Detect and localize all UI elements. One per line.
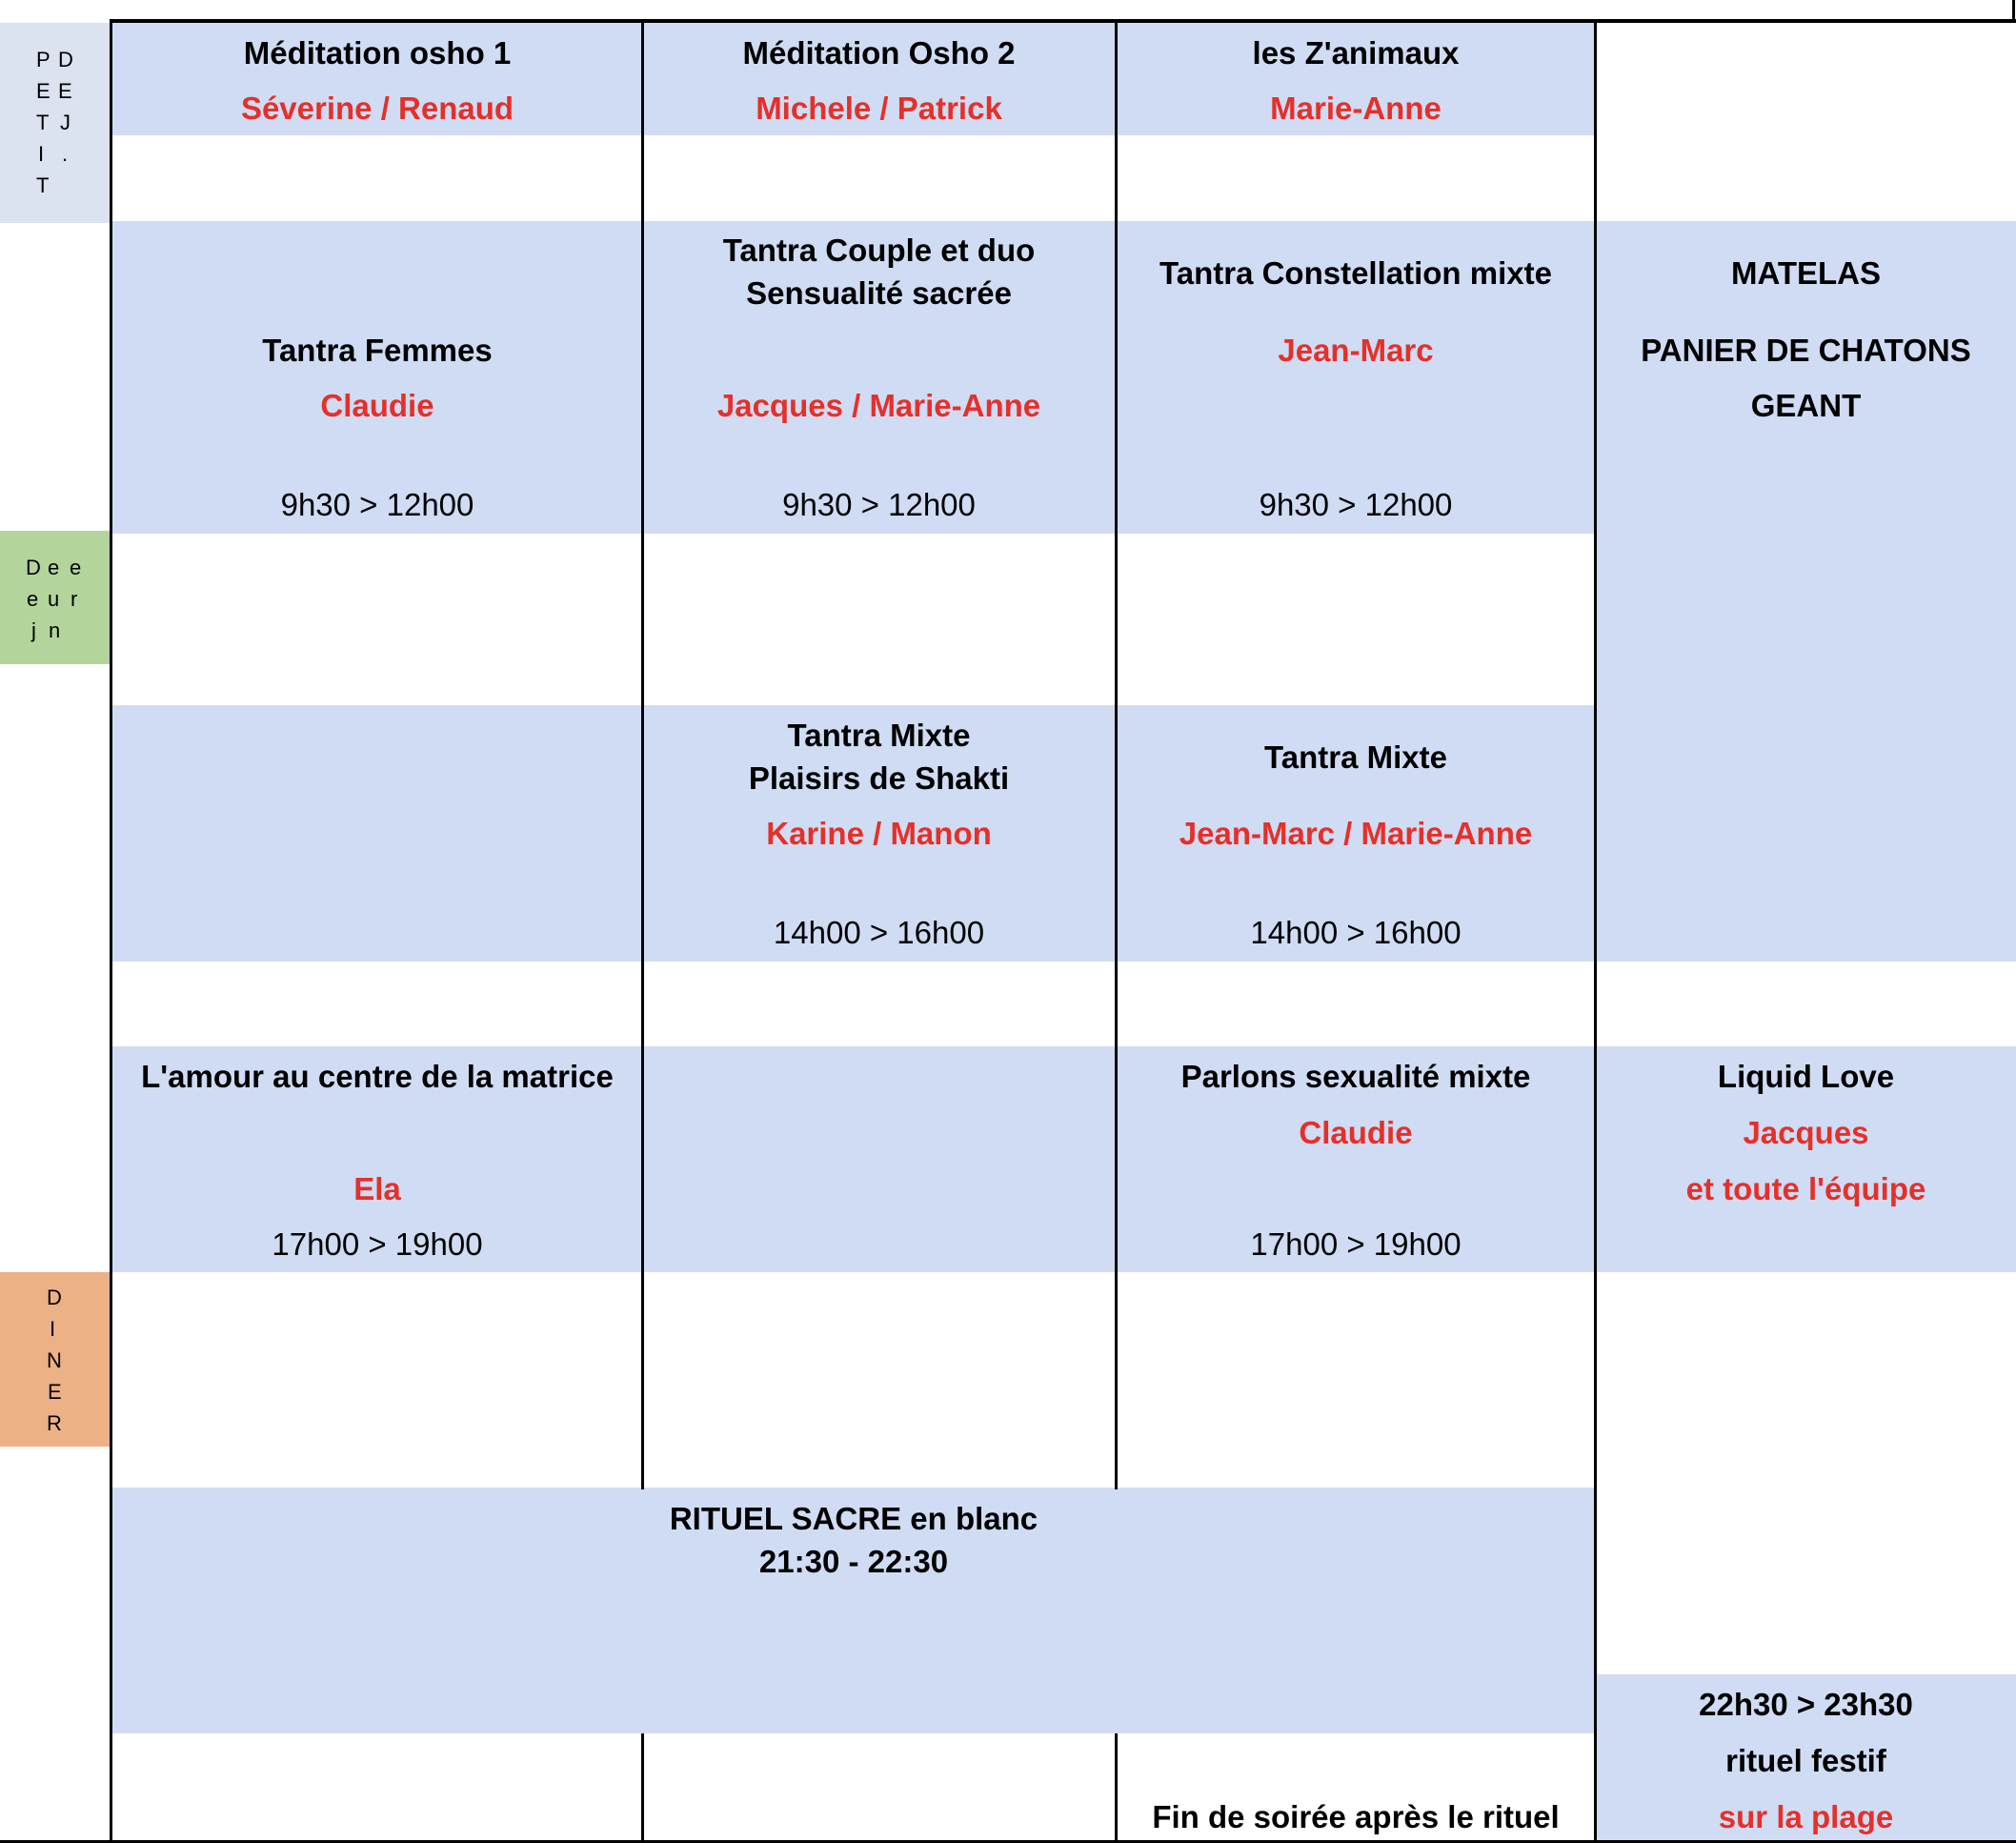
session-facilitators: Claudie: [320, 388, 434, 423]
lunch-side-text: [0, 531, 110, 664]
session-time: 9h30 > 12h00: [280, 487, 474, 522]
session-facilitators: et toute l'équipe: [1685, 1171, 1926, 1206]
session-facilitators: Jean-Marc / Marie-Anne: [1179, 816, 1533, 851]
session-time: 9h30 > 12h00: [782, 487, 976, 522]
letter: D: [26, 556, 41, 579]
session-facilitators: Karine / Manon: [766, 816, 992, 851]
session-facilitators: Jacques: [1743, 1115, 1869, 1150]
dinner-side-text: [0, 1272, 110, 1447]
column-divider: [110, 19, 112, 1843]
session-title: Parlons sexualité mixte: [1180, 1059, 1531, 1094]
session-title: L'amour au centre de la matrice: [141, 1059, 614, 1094]
letter: I: [38, 142, 45, 166]
letter: D: [58, 48, 73, 71]
session-title: Tantra Mixte: [787, 718, 971, 753]
letter: T: [36, 111, 50, 134]
session-empty-afternoon: [112, 705, 642, 962]
letter: E: [36, 79, 50, 103]
session-amour-matrice: [112, 1046, 642, 1272]
letter: T: [36, 173, 50, 197]
session-les-zanimaux: [1117, 23, 1595, 135]
letter: R: [47, 1411, 62, 1435]
column-divider: [1594, 19, 1597, 1843]
session-time: 21:30 - 22:30: [758, 1544, 949, 1579]
letter: E: [48, 1380, 62, 1404]
session-time: 9h30 > 12h00: [1259, 487, 1453, 522]
session-title: Tantra Mixte: [1264, 739, 1447, 775]
breakfast-side-text: [0, 23, 110, 223]
column-divider: [641, 19, 644, 1489]
letter: e: [27, 587, 39, 611]
session-rituel-sacre: [112, 1488, 1595, 1733]
letter: N: [47, 1348, 62, 1372]
letter: J: [60, 111, 71, 134]
letter: .: [62, 142, 69, 166]
session-tantra-mixte: [1117, 705, 1595, 962]
session-title: RITUEL SACRE en blanc: [669, 1501, 1038, 1536]
column-divider: [1115, 1733, 1118, 1843]
session-facilitators: Marie-Anne: [1270, 91, 1441, 126]
session-time: 14h00 > 16h00: [1250, 915, 1462, 950]
end-of-evening-note: Fin de soirée après le rituel: [1152, 1799, 1560, 1834]
right-border: [2012, 0, 2015, 21]
session-title: Méditation osho 1: [243, 35, 512, 71]
session-title: Tantra Constellation mixte: [1159, 255, 1552, 291]
letter: D: [47, 1286, 62, 1309]
session-meditation-osho-1: [112, 23, 642, 135]
session-parlons-sexualite: [1117, 1046, 1595, 1272]
letter: u: [48, 587, 60, 611]
session-time: 17h00 > 19h00: [1250, 1226, 1462, 1262]
session-time: 14h00 > 16h00: [773, 915, 985, 950]
session-title: les Z'animaux: [1252, 35, 1460, 71]
session-matelas: [1596, 221, 2016, 962]
session-tantra-mixte-shakti: [643, 705, 1115, 962]
column-divider: [1115, 19, 1118, 1489]
session-subtitle: Sensualité sacrée: [746, 275, 1012, 311]
letter: j: [31, 618, 36, 642]
letter: n: [49, 618, 61, 642]
letter: I: [50, 1317, 56, 1341]
session-facilitators: Jacques / Marie-Anne: [716, 388, 1041, 423]
session-subtitle: GEANT: [1750, 388, 1862, 423]
session-facilitators: Jean-Marc: [1278, 333, 1434, 368]
session-title: MATELAS: [1730, 255, 1882, 291]
top-border: [112, 19, 2016, 23]
session-tantra-constellation: [1117, 221, 1595, 534]
session-facilitators: Michele / Patrick: [756, 91, 1002, 126]
session-title: Tantra Couple et duo: [722, 233, 1036, 268]
session-tantra-femmes: [112, 221, 642, 534]
letter: e: [48, 556, 60, 579]
session-tantra-couple-duo: [643, 221, 1115, 534]
column-divider: [641, 1733, 644, 1843]
letter: E: [58, 79, 72, 103]
session-facilitators: Séverine / Renaud: [240, 91, 514, 126]
session-facilitators: Ela: [353, 1171, 401, 1206]
session-subtitle: PANIER DE CHATONS: [1641, 333, 1971, 368]
session-title: Tantra Femmes: [262, 333, 493, 368]
session-meditation-osho-2: [643, 23, 1115, 135]
session-time: 17h00 > 19h00: [272, 1226, 483, 1262]
session-empty-evening: [643, 1046, 1115, 1272]
session-liquid-love: [1596, 1046, 2016, 1272]
session-rituel-festif: [1596, 1674, 2016, 1843]
session-title: rituel festif: [1725, 1743, 1886, 1778]
session-location: sur la plage: [1718, 1799, 1894, 1834]
letter: r: [71, 587, 78, 611]
session-title: Liquid Love: [1717, 1059, 1895, 1094]
session-time: 22h30 > 23h30: [1699, 1687, 1913, 1722]
letter: P: [36, 48, 50, 71]
session-title: Méditation Osho 2: [742, 35, 1016, 71]
session-facilitators: Claudie: [1299, 1115, 1413, 1150]
session-subtitle: Plaisirs de Shakti: [748, 760, 1010, 796]
letter: e: [70, 556, 82, 579]
